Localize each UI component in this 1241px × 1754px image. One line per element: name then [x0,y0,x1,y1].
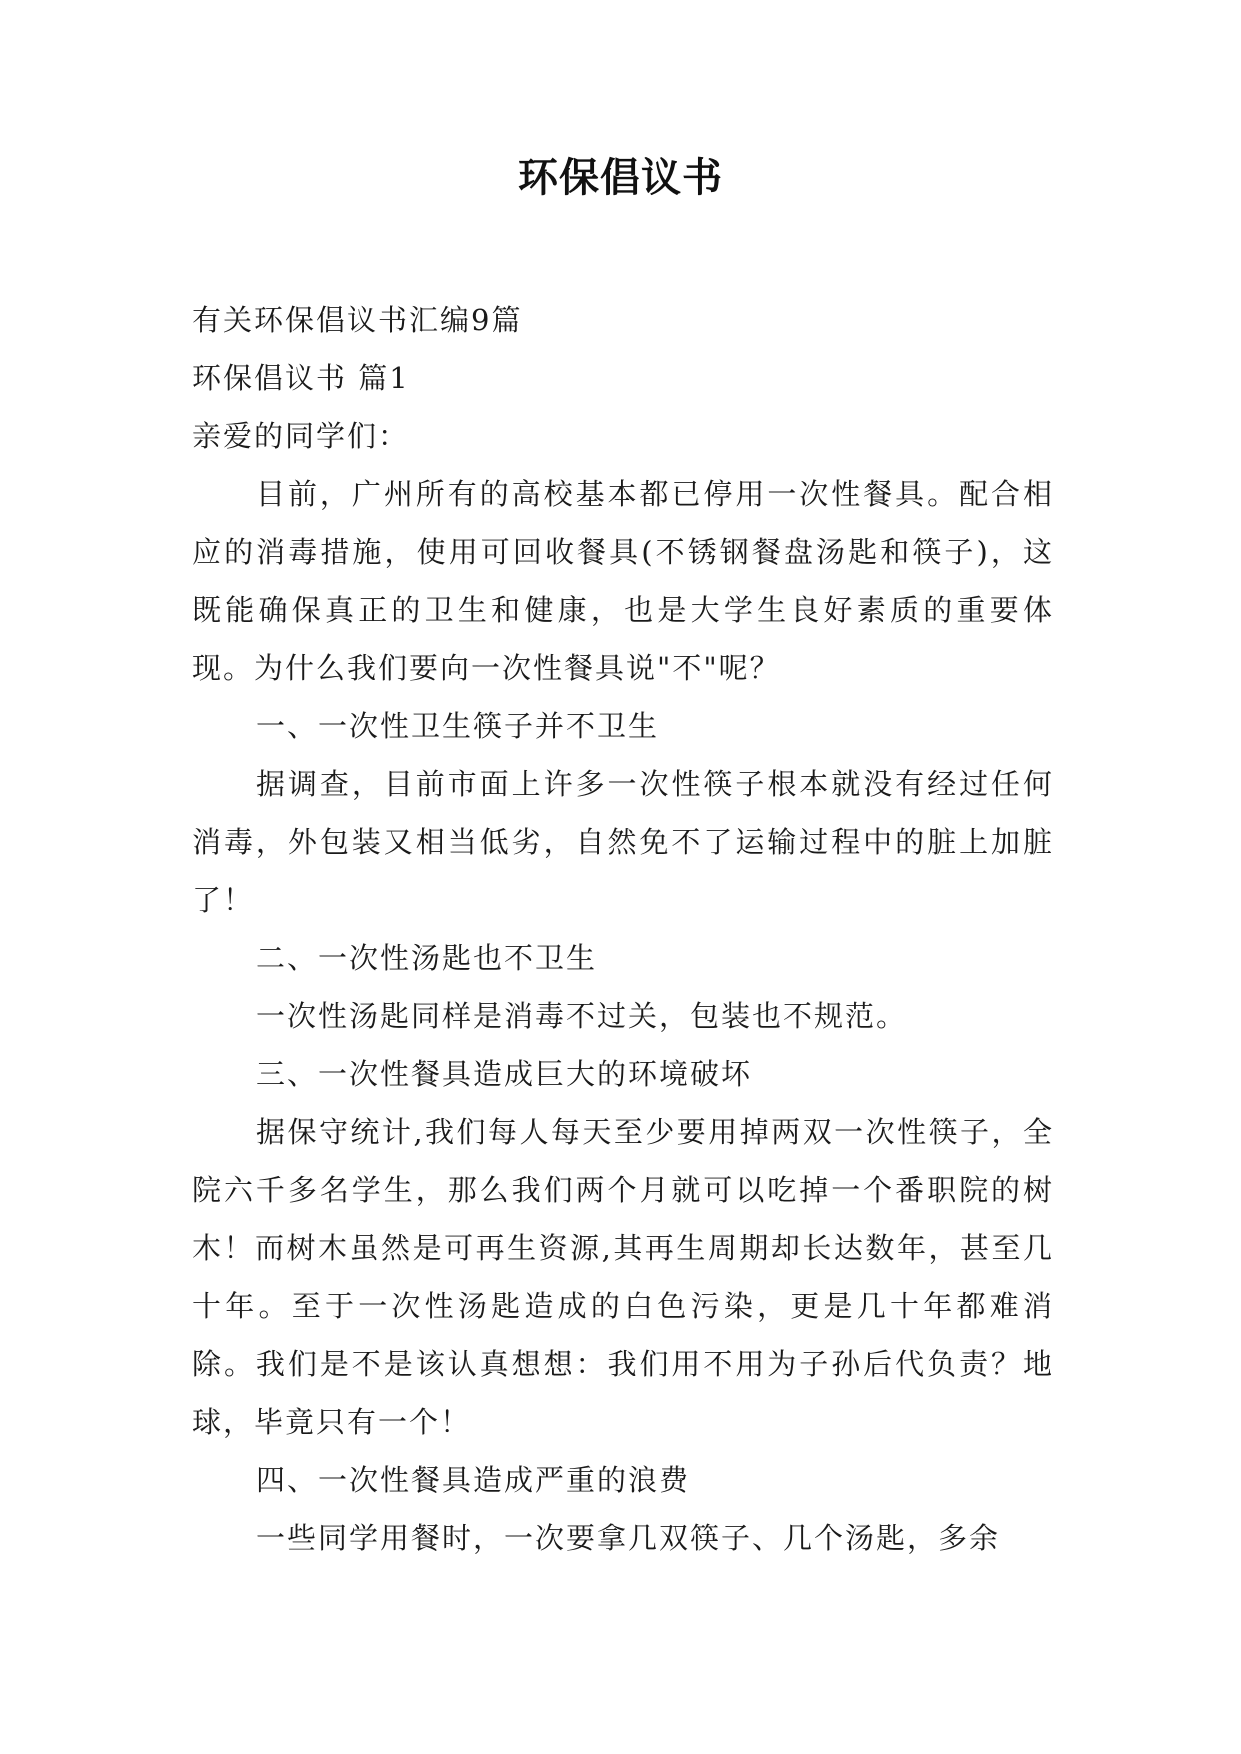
paragraph: 一次性汤匙同样是消毒不过关，包装也不规范。 [256,999,908,1033]
paragraph: 环保倡议书 篇1 [192,361,410,395]
paragraph: 据保守统计,我们每人每天至少要用掉两双一次性筷子，全院六千多名学生，那么我们两个月就可以吃掉一个番职院的树木！而树木虽然是可再生资源,其再生周期却长达数年，甚至几十年。至于一次性汤匙造成的白色污染，更是几十年都难消除。我们是不是该认真想想：我们用不用为子孙后代负责？地球，毕竟只有一个！ [192,1115,1054,1439]
paragraph: 一些同学用餐时，一次要拿几双筷子、几个汤匙，多余 [256,1521,1001,1555]
document-body [192,291,1054,1567]
paragraph: 据调查，目前市面上许多一次性筷子根本就没有经过任何消毒，外包装又相当低劣，自然免不了运输过程中的脏上加脏了！ [192,767,1054,917]
paragraph: 目前，广州所有的高校基本都已停用一次性餐具。配合相应的消毒措施，使用可回收餐具(不锈钢餐盘汤匙和筷子)，这既能确保真正的卫生和健康，也是大学生良好素质的重要体现。为什么我们要向一次性餐具说"不"呢？ [192,477,1054,685]
paragraph: 有关环保倡议书汇编9篇 [192,303,523,337]
paragraph: 四、一次性餐具造成严重的浪费 [256,1463,691,1497]
paragraph: 一、一次性卫生筷子并不卫生 [256,709,660,743]
paragraph: 三、一次性餐具造成巨大的环境破坏 [256,1057,753,1091]
paragraph: 亲爱的同学们： [192,419,410,453]
document-title: 环保倡议书 [518,155,723,201]
paragraph: 二、一次性汤匙也不卫生 [256,941,598,975]
